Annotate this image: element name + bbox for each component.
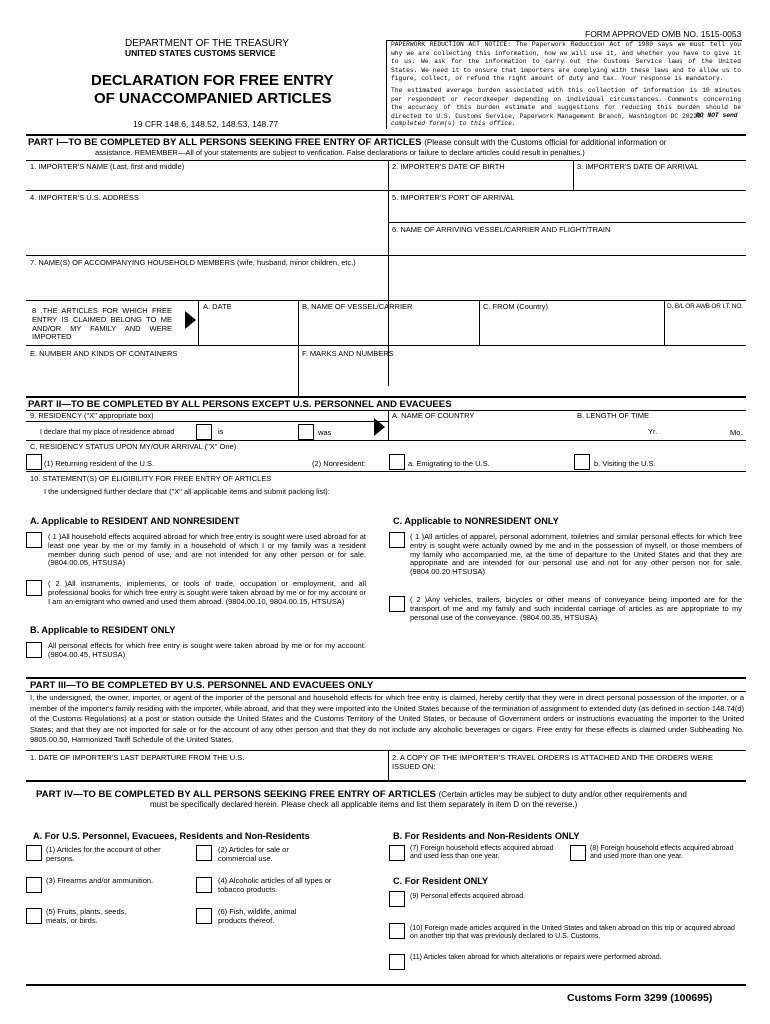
returning-resident-label: (1) Returning resident of the U.S.	[44, 459, 155, 468]
c1-checkbox[interactable]	[389, 532, 405, 548]
item-3-label: (3) Firearms and/or ammunition.	[46, 876, 154, 885]
form-approved: FORM APPROVED OMB NO. 1515-0053	[585, 29, 742, 39]
item-2-label: (2) Articles for sale or commercial use.	[218, 845, 289, 863]
part4-section-c-heading: C. For Resident ONLY	[393, 876, 489, 886]
b1-checkbox[interactable]	[26, 642, 42, 658]
is-checkbox[interactable]	[196, 424, 212, 440]
a1-text: ( 1 )All household effects acquired abroad for which free entry is sought were used abroad for at least one year by me or my family in a household of which I or my family was a resident member during such period of use, and are not intended for any other person or for sale. (9804.00.05, HTSUSA)	[48, 532, 366, 568]
emigrating-label: a. Emigrating to the U.S.	[408, 459, 490, 468]
item-4-checkbox[interactable]	[196, 877, 212, 893]
visiting-label: b. Visiting the U.S.	[594, 459, 656, 468]
c2-text: ( 2 )Any vehicles, trailers, bicycles or other means of conveyance being imported are for the transport of me and my family and such incidental carriage of articles as are appropriate to my personal use of the conveyance. (9804.00.35, HTSUSA)	[410, 595, 742, 622]
part3-heading: PART III—TO BE COMPLETED BY U.S. PERSONNEL AND EVACUEES ONLY	[30, 680, 374, 691]
section-a-heading: A. Applicable to RESIDENT AND NONRESIDENT	[30, 516, 240, 526]
item-7-checkbox[interactable]	[389, 845, 405, 861]
field-1-label[interactable]: 1. IMPORTER'S NAME (Last, first and middle)	[30, 162, 185, 171]
department: DEPARTMENT OF THE TREASURY	[125, 38, 289, 49]
visiting-checkbox[interactable]	[574, 454, 590, 470]
section-b-heading: B. Applicable to RESIDENT ONLY	[30, 625, 176, 635]
form-title-2: OF UNACCOMPANIED ARTICLES	[94, 90, 332, 107]
was-checkbox[interactable]	[298, 424, 314, 440]
item-9-checkbox[interactable]	[389, 891, 405, 907]
pra-notice: PAPERWORK REDUCTION ACT NOTICE: The Paperwork Reduction Act of 1980 says we must tell you why we are collecting this information, how we will use it, and whether you have to give it to us. We ask for the information to carry out the Customs Service laws of the United States. We need it to ensure that importers are complying with these laws and to allow us to figure, collect, or refund the right amount of duty and tax. Your response is mandatory.	[391, 41, 741, 82]
service: UNITED STATES CUSTOMS SERVICE	[125, 48, 276, 58]
b1-text: All personal effects for which free entry is sought were taken abroad by me or for my account. (9804.00.45, HTSUSA)	[48, 641, 366, 659]
part4-note: (Certain articles may be subject to duty and/or other requirements and	[438, 790, 687, 799]
do-not-send: DO NOT send	[696, 112, 738, 119]
form-number: Customs Form 3299 (100695)	[567, 992, 713, 1004]
item-8-checkbox[interactable]	[570, 845, 586, 861]
a1-checkbox[interactable]	[26, 532, 42, 548]
item-6-checkbox[interactable]	[196, 908, 212, 924]
completed-forms-note: completed form(s) to this office.	[391, 120, 516, 127]
arrow-right-icon	[374, 418, 385, 436]
section-c-heading: C. Applicable to NONRESIDENT ONLY	[393, 516, 559, 526]
field-3-label[interactable]: 3. IMPORTER'S DATE OF ARRIVAL	[577, 162, 699, 171]
field-4-label[interactable]: 4. IMPORTER'S U.S. ADDRESS	[30, 193, 139, 202]
item-11-checkbox[interactable]	[389, 954, 405, 970]
field-9b-label[interactable]: B. LENGTH OF TIME	[577, 411, 649, 420]
field-9a-label[interactable]: A. NAME OF COUNTRY	[392, 411, 475, 420]
part2-heading: PART II—TO BE COMPLETED BY ALL PERSONS EXCEPT U.S. PERSONNEL AND EVACUEES	[28, 399, 452, 410]
item-4-label: (4) Alcoholic articles of all types or tobacco products.	[218, 876, 332, 894]
returning-resident-checkbox[interactable]	[26, 454, 42, 470]
item-5-label: (5) Fruits, plants, seeds, meats, or birds.	[46, 907, 127, 925]
part4-heading: PART IV—TO BE COMPLETED BY ALL PERSONS SEEKING FREE ENTRY OF ARTICLES (Certain articles may be subject to duty and/or other requirements and	[36, 789, 687, 800]
arrow-right-icon	[185, 311, 196, 329]
is-label: is	[218, 427, 224, 436]
part4-section-a-heading: A. For U.S. Personnel, Evacuees, Residents and Non-Residents	[33, 831, 310, 841]
field-9c-label: C. RESIDENCY STATUS UPON MY/OUR ARRIVAL ("X" One)	[30, 442, 237, 451]
form-title-1: DECLARATION FOR FREE ENTRY	[91, 72, 334, 89]
field-8e-label[interactable]: E. NUMBER AND KINDS OF CONTAINERS	[30, 349, 178, 358]
was-label: was	[318, 428, 332, 437]
part3-field-2-label[interactable]: 2. A COPY OF THE IMPORTER'S TRAVEL ORDERS IS ATTACHED AND THE ORDERS WERE ISSUED ON:	[392, 753, 713, 771]
item-8-label: (8) Foreign household effects acquired abroad and used more than one year.	[590, 845, 734, 861]
field-2-label[interactable]: 2. IMPORTER'S DATE OF BIRTH	[392, 162, 505, 171]
item-11-label: (11) Articles taken abroad for which alterations or repairs were performed abroad.	[410, 954, 662, 961]
field-10-instruction: I the undersigned further declare that ("X" all applicable items and submit packing list):	[44, 487, 330, 496]
item-3-checkbox[interactable]	[26, 877, 42, 893]
item-7-label: (7) Foreign household effects acquired abroad and used less than one year.	[410, 845, 554, 861]
nonresident-label: (2) Nonresident:	[312, 459, 366, 468]
months-label: Mo.	[730, 428, 743, 437]
item-1-label: (1) Articles for the account of other persons.	[46, 845, 161, 863]
item-6-label: (6) Fish, wildlife, animal products thereof.	[218, 907, 297, 925]
a2-checkbox[interactable]	[26, 580, 42, 596]
field-8b-label[interactable]: B. NAME OF VESSEL/CARRIER	[302, 302, 413, 311]
item-9-label: (9) Personal effects acquired abroad.	[410, 893, 526, 900]
part3-field-1-label[interactable]: 1. DATE OF IMPORTER'S LAST DEPARTURE FROM THE U.S.	[30, 753, 245, 762]
cfr-citation: 19 CFR 148.6, 148.52, 148.53, 148.77	[133, 119, 279, 129]
field-8c-label[interactable]: C. FROM (Country)	[483, 302, 549, 311]
item-5-checkbox[interactable]	[26, 908, 42, 924]
item-2-checkbox[interactable]	[196, 845, 212, 861]
emigrating-checkbox[interactable]	[389, 454, 405, 470]
item-10-checkbox[interactable]	[389, 923, 405, 939]
part1-note2: assistance. REMEMBER—All of your statements are subject to verification. False declarations or failure to declare articles could result in penalties.)	[95, 148, 585, 157]
item-1-checkbox[interactable]	[26, 845, 42, 861]
field-8d-label[interactable]: D. B/L OR AWB OR I.T. NO.	[667, 303, 743, 310]
part3-body: I, the undersigned, the owner, importer, or agent of the importer of the personal and household effects for which free entry is claimed, hereby certify that they were in direct personal possession of the importer, or a member of the importer's family residing with the importer, while abroad, and that they were imported into the United States because of the termination of assignment to extended duty (as defined in section 148.74(d) of the Customs Regulations) at a post or station outside the United States and the Customs Territory of the United States, or because of Government orders or instructions evacuating the importer to the United States; and that they are not imported for sale or for the account of any other person and that they do not include any alcoholic beverages or cigars. Free entry for these effects is claimed under Subheading No. 9805.00.50, Harmonized Tariff Schedule of the United States.	[30, 693, 744, 745]
part4-note2: must be specifically declared herein. Please check all applicable items and list them separately in item D on the reverse.)	[150, 800, 578, 809]
field-8-label: 8 .THE ARTICLES FOR WHICH FREE ENTRY IS CLAIMED BELONG TO ME AND/OR MY FAMILY AND WERE IMPORTED	[32, 306, 172, 342]
burden-notice: The estimated average burden associated with this collection of information is 10 minutes per respondent or recordkeeper depending on individual circumstances. Comments concerning the accuracy of this burden estimate and suggestions for reducing this burden should be directed to U.S. Customs Service, Paperwork Management Branch, Washington DC 20229.	[391, 87, 741, 120]
field-8a-label[interactable]: A. DATE	[203, 302, 232, 311]
part4-section-b-heading: B. For Residents and Non-Residents ONLY	[393, 831, 580, 841]
part1-heading: PART I—TO BE COMPLETED BY ALL PERSONS SEEKING FREE ENTRY OF ARTICLES (Please consult with the Customs official for additional information or	[28, 137, 667, 148]
field-9-label: 9. RESIDENCY ("X" appropriate box)	[30, 411, 154, 420]
field-6-label[interactable]: 6. NAME OF ARRIVING VESSEL/CARRIER AND FLIGHT/TRAIN	[392, 225, 611, 234]
field-8f-label[interactable]: F. MARKS AND NUMBERS	[302, 349, 394, 358]
field-7-label[interactable]: 7. NAME(S) OF ACCOMPANYING HOUSEHOLD MEMBERS (wife, husband, minor children, etc.)	[30, 258, 356, 267]
a2-text: ( 2 )All instruments, implements, or tools of trade, occupation or employment, and all professional books for which free entry is sought were taken abroad by me or for my account or I am an emigrant who owned and used them abroad. (9804.00.10, 9804.00.15, HTSUSA)	[48, 579, 366, 606]
field-5-label[interactable]: 5. IMPORTER'S PORT OF ARRIVAL	[392, 193, 515, 202]
c1-text: ( 1 )All articles of apparel, personal adornment, toiletries and similar personal effects for which free entry is sought were actually owned by me and in the possession of myself, or those members of my family who accompanied me, at the time of departure to the United States and that they are appropriate and are intended for our personal use and not for any other person nor for sale. (9804.00.20 HTSUSA)	[410, 532, 742, 577]
c2-checkbox[interactable]	[389, 596, 405, 612]
part1-note: (Please consult with the Customs official for additional information or	[424, 138, 667, 147]
years-label: Yr.	[648, 427, 658, 436]
field-10-label: 10. STATEMENT(S) OF ELIGIBILITY FOR FREE ENTRY OF ARTICLES	[30, 474, 272, 483]
declare-residence: I declare that my place of residence abroad	[40, 429, 175, 436]
item-10-label: (10) Foreign made articles acquired in the United States and taken abroad on this trip or acquired abroad on another trip that was previously declared to U.S. Customs.	[410, 925, 735, 941]
